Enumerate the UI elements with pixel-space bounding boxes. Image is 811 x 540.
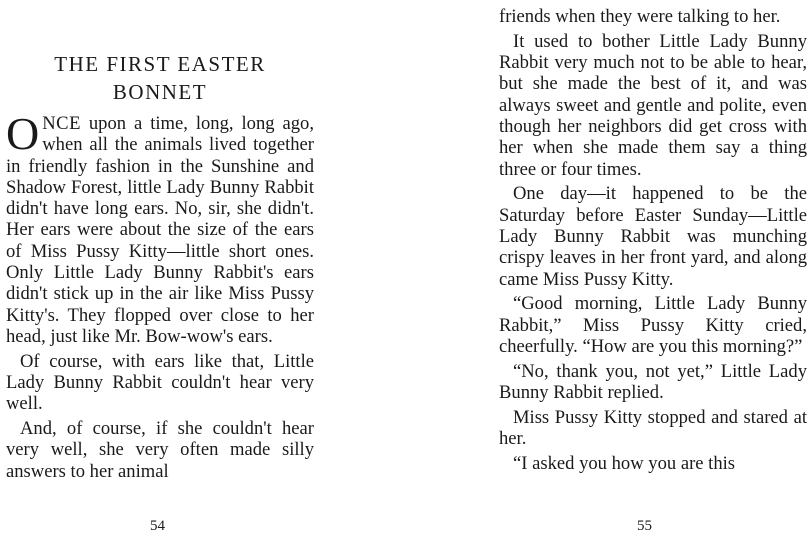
paragraph: “No, thank you, not yet,” Little Lady Bunny Rabbit replied. [499,360,807,404]
opening-word-rest: NCE [42,113,81,134]
paragraph: “Good morning, Little Lady Bunny Rabbit,” Miss Pussy Kitty cried, cheerfully. “How are you this morning?” [499,293,807,357]
chapter-title [10,50,310,106]
paragraph: It used to bother Little Lady Bunny Rabbit very much not to be able to hear, but she made the best of it, and was always sweet and gentle and polite, even though her neighbors did get cross with her when she made them say a thing three or four times. [499,30,807,180]
paragraph-continued: friends when they were talking to her. [499,6,781,27]
right-page-text [499,6,807,478]
paragraph: “I asked you how you are this [513,452,736,474]
left-page-text [6,108,314,486]
paragraph: Miss Pussy Kitty stopped and stared at her. [499,406,807,450]
opening-paragraph-text: upon a time, long, long ago, when all the animals lived together in friendly fashion in the Sunshine and Shadow Forest, little Lady Bunny Rabbit didn't have long ears. No, sir, she didn't. Her ears were about the size of the ears of Miss Pussy Kitty—little short ones. Only Little Lady Bunny Rabbit's ears didn't stick up in the air like Miss Pussy Kitty's. They flopped over close to her head, just like Mr. Bow-wow's ears. [6,113,314,347]
chapter-title-line-2: BONNET [112,80,208,104]
right-page [405,0,811,540]
paragraph-opening [6,108,314,347]
chapter-title-line-1: THE FIRST EASTER [54,52,266,76]
drop-cap: O [6,108,40,159]
page-number-left: 54 [150,518,165,534]
paragraph: One day—it happened to be the Saturday before Easter Sunday—Little Lady Bunny Rabbit was munching crispy leaves in her front yard, and along came Miss Pussy Kitty. [499,183,807,290]
paragraph: And, of course, if she couldn't hear very well, she very often made silly answers to her animal [6,418,314,482]
left-page [0,0,405,540]
paragraph: Of course, with ears like that, Little Lady Bunny Rabbit couldn't hear very well. [6,350,314,415]
page-number-right: 55 [637,518,652,534]
